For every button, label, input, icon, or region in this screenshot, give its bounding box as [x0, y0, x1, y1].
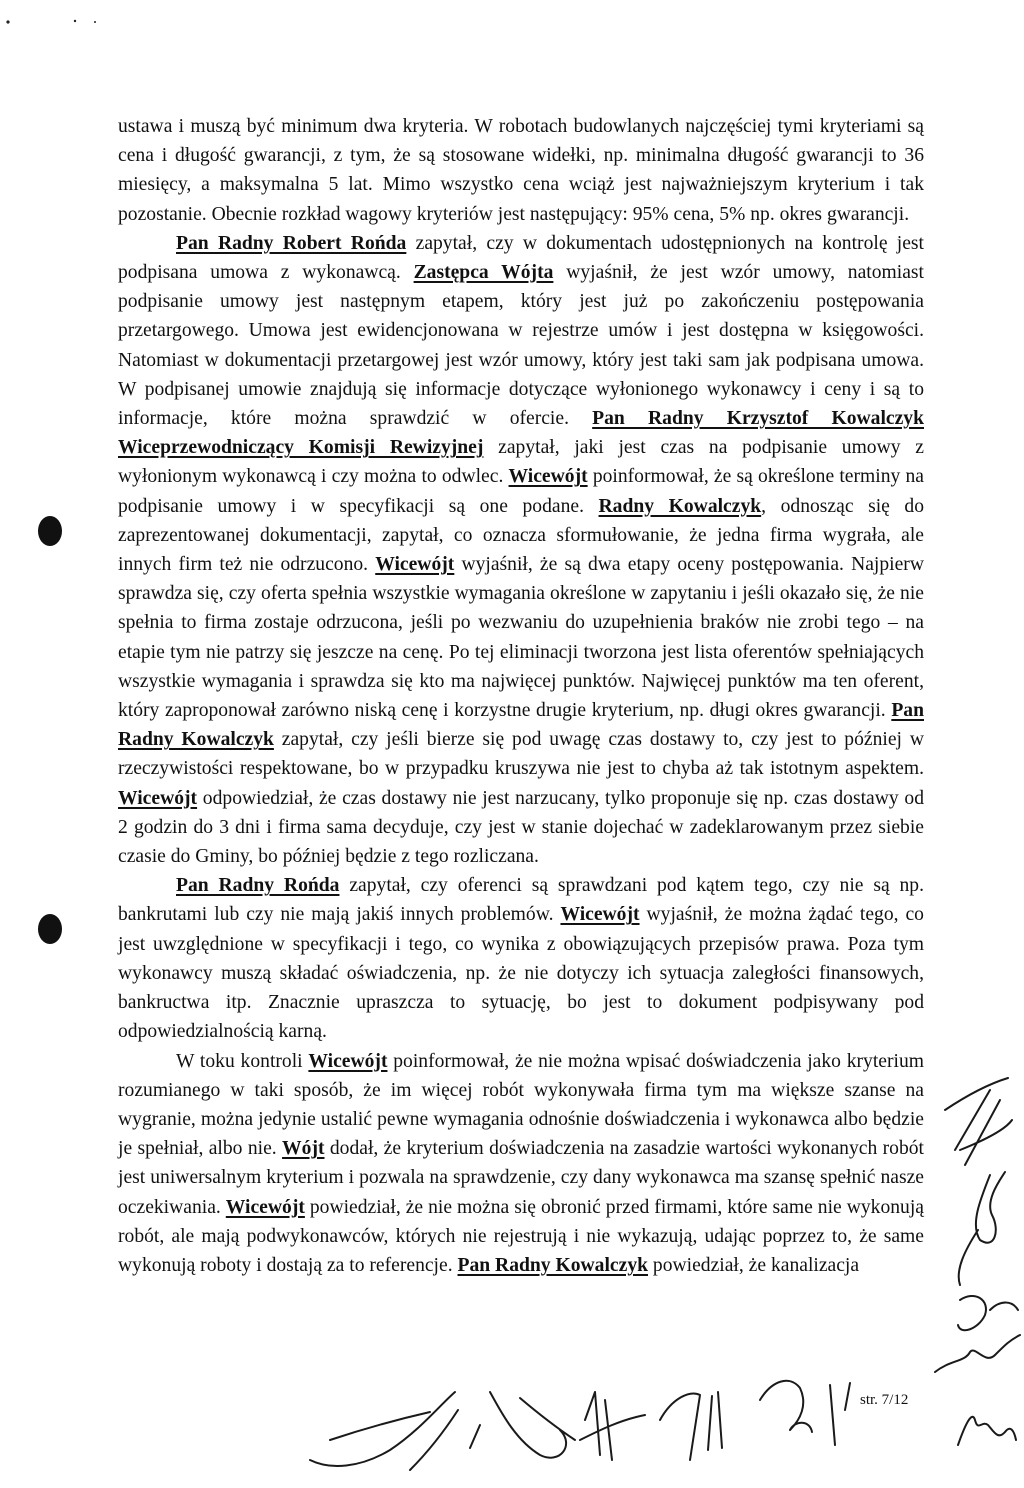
- speaker-name: Wicewójt: [308, 1050, 388, 1072]
- speaker-name: Wicewójt: [225, 1196, 305, 1218]
- paragraph-text: powiedział, że kanalizacja: [648, 1254, 860, 1276]
- speaker-name: Wicewójt: [375, 554, 455, 576]
- speaker-name: Pan Radny Krzysztof Kowalczyk Wiceprzewodniczący Komisji Rewizyjnej: [118, 408, 924, 459]
- speaker-name: Wicewójt: [508, 466, 588, 488]
- paragraph-text: powiedział, że nie można się obronić przed firmami, które same nie wykonują robót, ale mają podwykonawców, których nie rejestrują i nie wykazują, udając poprzez to, że same wykonują roboty i dostają za to referencje.: [118, 1196, 924, 1276]
- paragraph-text: zapytał, jaki jest czas na podpisanie umowy z wyłonionym wykonawcą i czy można to odwlec.: [118, 437, 924, 488]
- speaker-name: Pan Radny Kowalczyk: [457, 1254, 649, 1276]
- paragraph-text: W toku kontroli: [176, 1050, 309, 1072]
- speaker-name: Pan Radny Kowalczyk: [118, 700, 924, 751]
- paragraph-text: wyjaśnił, że można żądać tego, co jest uwzględnione w specyfikacji i tego, co wynika z obowiązujących przepisów prawa. Poza tym wykonawcy muszą składać oświadczenia, np. że nie dotyczy ich sytuacja zaległości finansowych, bankructwa itp. Znacznie upraszcza to sytuację, bo jest to dokument podpisywany pod odpowiedzialnością karną.: [118, 904, 924, 1043]
- paragraph-text: odpowiedział, że czas dostawy nie jest narzucany, tylko proponuje się np. czas dostawy od 2 godzin do 3 dni i firma sama decyduje, czy jest w stanie dojechać w zadeklarowanym przez siebie czasie do Gminy, bo później będzie z tego rozliczana.: [118, 787, 924, 868]
- paragraph-text: wyjaśnił, że są dwa etapy oceny postępowania. Najpierw sprawdza się, czy oferta spełnia wszystkie wymagania określone w zapytaniu i jeśli okazało się, że nie spełnia to firma zostaje odrzucona, jeśli po wezwaniu do uzupełnienia braków nie zrobi tego – na etapie tym nie patrzy się jeszcze na cenę. Po tej eliminacji tworzona jest lista oferentów spełniających wszystkie wymagania i sprawdza się kto ma najwięcej punktów. Najwięcej punktów ma ten oferent, który zaproponował zarówno niską cenę i korzystne drugie kryterium, np. długi okres gwarancji.: [118, 554, 924, 722]
- speaker-name: Wicewójt: [118, 787, 198, 809]
- speaker-name: Wójt: [282, 1138, 325, 1160]
- paragraph-text: poinformował, że nie można wpisać doświadczenia jako kryterium rozumianego w taki sposób, że im więcej robót wykonywała firma tym ma większe szanse na wygranie, można jedynie ustalić pewne wymagania odnośnie doświadczenia i wykonawca albo będzie je spełniał, albo nie.: [118, 1050, 924, 1160]
- paragraph-text: poinformował, że są określone terminy na podpisanie umowy i w specyfikacji są one podane.: [118, 466, 924, 517]
- paragraph-text: zapytał, czy w dokumentach udostępnionych na kontrolę jest podpisana umowa z wykonawcą.: [118, 232, 924, 284]
- speaker-name: Pan Radny Rońda: [176, 875, 340, 897]
- paragraph-text: , odnosząc się do zaprezentowanej dokumentacji, zapytał, co oznacza sformułowanie, że jedna firma wygrała, ale innych firm też nie odrzucono.: [118, 495, 925, 576]
- speaker-name: Pan Radny Robert Rońda: [176, 232, 407, 254]
- page-number: str. 7/12: [860, 1392, 909, 1408]
- speaker-name: Zastępca Wójta: [413, 262, 554, 284]
- paragraph-text: zapytał, czy jeśli bierze się pod uwagę czas dostawy to, czy jest to później w rzeczywistości respektowane, bo w przypadku kruszywa nie jest to chyba aż tak istotnym aspektem.: [118, 729, 924, 780]
- paragraph-text: dodał, że kryterium doświadczenia na zasadzie wartości wykonanych robót jest uniwersalnym kryterium i pozwala na sprawdzenie, czy dany wykonawca ma szansę spełnić nasze oczekiwania.: [118, 1138, 924, 1218]
- paragraph-text: wyjaśnił, że jest wzór umowy, natomiast podpisanie umowy jest następnym etapem, który jest już po zakończeniu postępowania przetargowego. Umowa jest ewidencjonowana w rejestrze umów i jest dostępna w księgowości. Natomiast w dokumentacji przetargowej jest wzór umowy, który jest taki sam jak podpisana umowa. W podpisanej umowie znajdują się informacje dotyczące wyłonionego wykonawcy i ceny i są to informacje, które można sprawdzić w ofercie.: [118, 262, 924, 430]
- speaker-name: Radny Kowalczyk: [598, 495, 762, 517]
- speaker-name: Wicewójt: [560, 904, 640, 926]
- paragraph-text: zapytał, czy oferenci są sprawdzani pod kątem tego, czy nie są np. bankrutami lub czy nie mają jakiś innych problemów.: [118, 875, 924, 926]
- paragraph-text: ustawa i muszą być minimum dwa kryteria. W robotach budowlanych najczęściej tymi kryteriami są cena i długość gwarancji, z tym, że są stosowane widełki, np. minimalna długość gwarancji to 36 miesięcy, a maksymalna 5 lat. Mimo wszystko cena wciąż jest najważniejszym kryterium i tak pozostanie. Obecnie rozkład wagowy kryteriów jest następujący: 95% cena, 5% np. okres gwarancji.: [118, 116, 924, 225]
